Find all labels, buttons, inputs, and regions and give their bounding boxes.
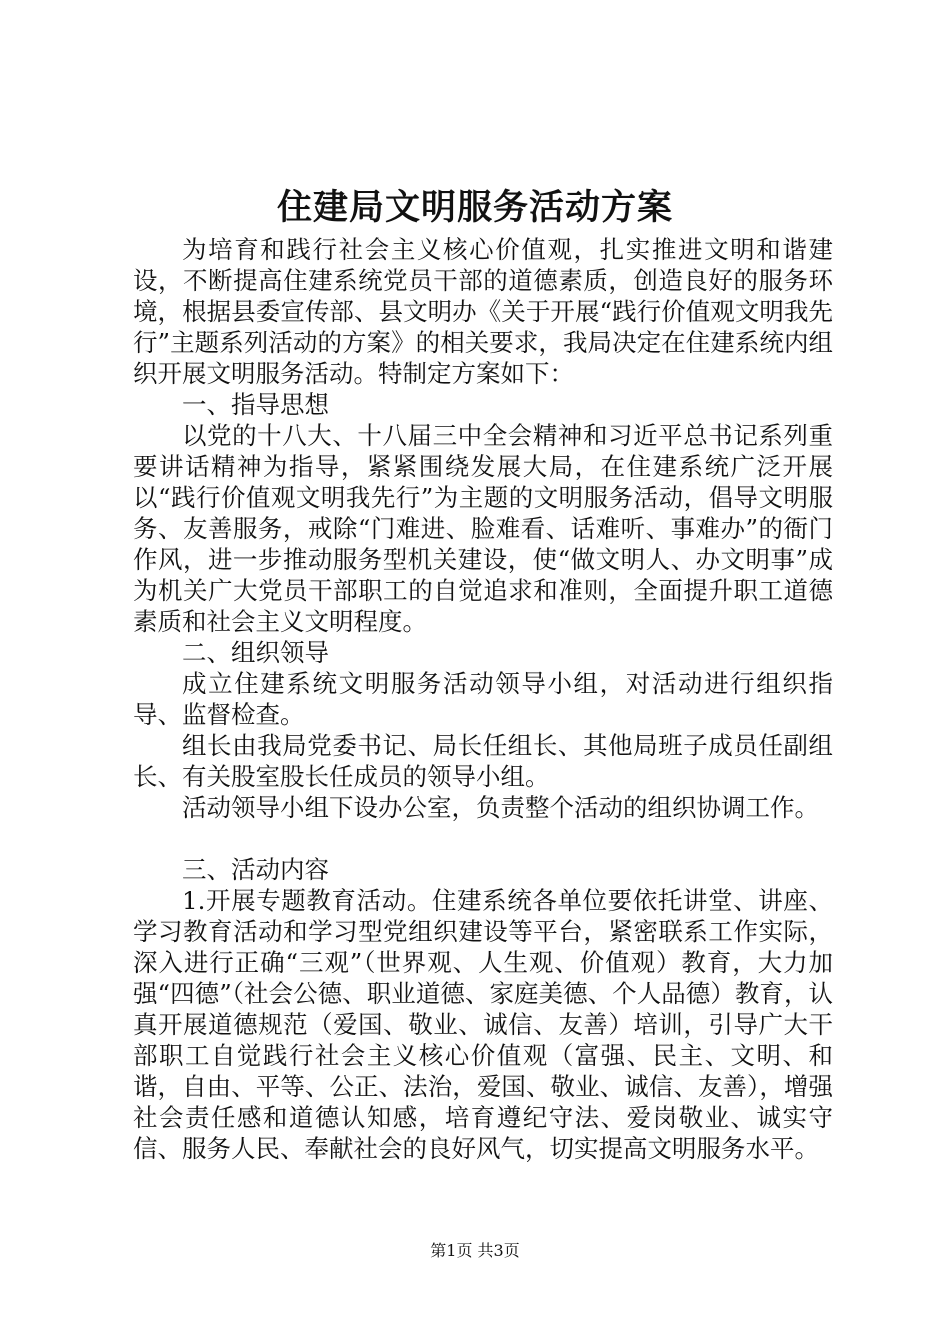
- section-heading-guiding-thought: 一、指导思想: [182, 390, 329, 419]
- section-heading-activity-content: 三、活动内容: [182, 855, 329, 884]
- blank-line: [133, 823, 833, 854]
- organization-paragraph-2: 组长由我局党委书记、局长任组长、其他局班子成员任副组长、有关股室股长任成员的领导小组。: [133, 731, 833, 791]
- organization-paragraph-1: 成立住建系统文明服务活动领导小组，对活动进行组织指导、监督检查。: [133, 669, 833, 729]
- section-heading-organization: 二、组织领导: [182, 638, 329, 667]
- intro-paragraph: 为培育和践行社会主义核心价值观，扎实推进文明和谐建设，不断提高住建系统党员干部的道德素质，创造良好的服务环境，根据县委宣传部、县文明办《关于开展“践行价值观文明我先行”主题系列活动的方案》的相关要求，我局决定在住建系统内组织开展文明服务活动。特制定方案如下：: [133, 235, 833, 388]
- activity-content-paragraph-1: 1.开展专题教育活动。住建系统各单位要依托讲堂、讲座、学习教育活动和学习型党组织建设等平台，紧密联系工作实际，深入进行正确“三观”（世界观、人生观、价值观）教育，大力加强“四德”（社会公德、职业道德、家庭美德、个人品德）教育，认真开展道德规范（爱国、敬业、诚信、友善）培训，引导广大干部职工自觉践行社会主义核心价值观（富强、民主、文明、和谐，自由、平等、公正、法治，爱国、敬业、诚信、友善），增强社会责任感和道德认知感，培育遵纪守法、爱岗敬业、诚实守信、服务人民、奉献社会的良好风气，切实提高文明服务水平。: [133, 886, 833, 1163]
- organization-paragraph-3: 活动领导小组下设办公室，负责整个活动的组织协调工作。: [182, 793, 819, 822]
- document-body: [133, 234, 833, 1164]
- guiding-thought-paragraph: 以党的十八大、十八届三中全会精神和习近平总书记系列重要讲话精神为指导，紧紧围绕发展大局，在住建系统广泛开展以“践行价值观文明我先行”为主题的文明服务活动，倡导文明服务、友善服务，戒除“门难进、脸难看、话难听、事难办”的衙门作风，进一步推动服务型机关建设，使“做文明人、办文明事”成为机关广大党员干部职工的自觉追求和准则，全面提升职工道德素质和社会主义文明程度。: [133, 421, 833, 636]
- page-footer: 第1页 共3页: [430, 1241, 520, 1260]
- document-title: 住建局文明服务活动方案: [276, 187, 673, 228]
